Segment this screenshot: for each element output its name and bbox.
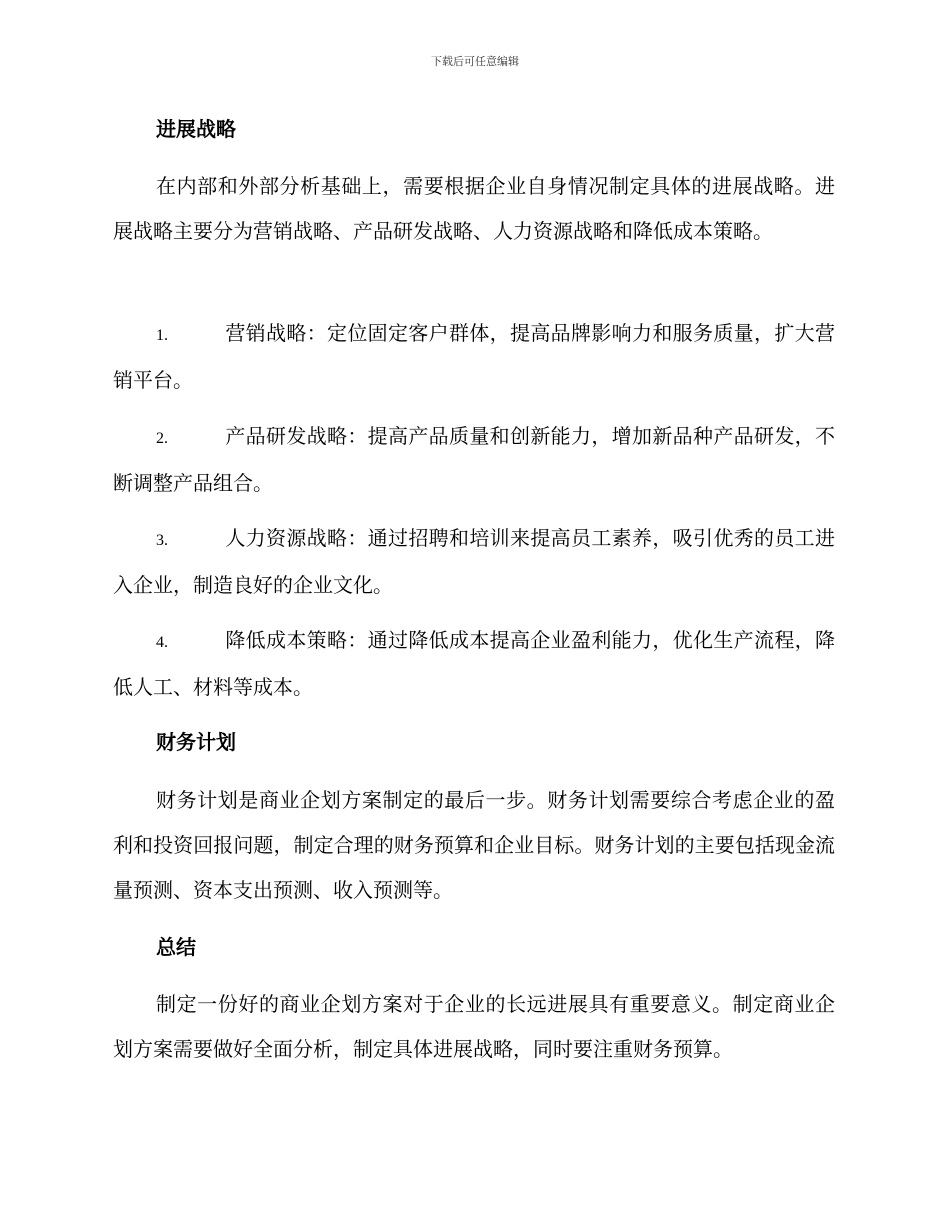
summary-paragraph: 制定一份好的商业企划方案对于企业的长远进展具有重要意义。制定商业企划方案需要做好全面分析，制定具体进展战略，同时要注重财务预算。	[113, 992, 835, 1061]
list-item-number: 4.	[156, 634, 168, 651]
list-item-text: 降低成本策略：通过降低成本提高企业盈利能力，优化生产流程，降低人工、材料等成本。	[113, 628, 835, 699]
list-item-text: 人力资源战略：通过招聘和培训来提高员工素养，吸引优秀的员工进入企业，制造良好的企业文化。	[113, 526, 835, 597]
list-item-number: 2.	[156, 430, 168, 447]
list-item	[113, 618, 835, 710]
section-heading-summary: 总结	[156, 935, 196, 959]
list-item-text: 营销战略：定位固定客户群体，提高品牌影响力和服务质量，扩大营销平台。	[113, 321, 835, 392]
page-header: 下载后可任意编辑	[431, 55, 519, 68]
list-item	[113, 414, 835, 506]
strategy-intro-paragraph: 在内部和外部分析基础上，需要根据企业自身情况制定具体的进展战略。进展战略主要分为营销战略、产品研发战略、人力资源战略和降低成本策略。	[113, 174, 835, 243]
section-heading-strategy: 进展战略	[156, 117, 236, 141]
list-item-text: 产品研发战略：提高产品质量和创新能力，增加新品种产品研发，不断调整产品组合。	[113, 424, 835, 495]
list-item	[113, 311, 835, 403]
list-item-number: 1.	[156, 327, 168, 344]
list-item	[113, 516, 835, 608]
section-heading-finance: 财务计划	[156, 730, 236, 754]
finance-paragraph: 财务计划是商业企划方案制定的最后一步。财务计划需要综合考虑企业的盈利和投资回报问题，制定合理的财务预算和企业目标。财务计划的主要包括现金流量预测、资本支出预测、收入预测等。	[113, 788, 835, 902]
list-item-number: 3.	[156, 532, 168, 549]
